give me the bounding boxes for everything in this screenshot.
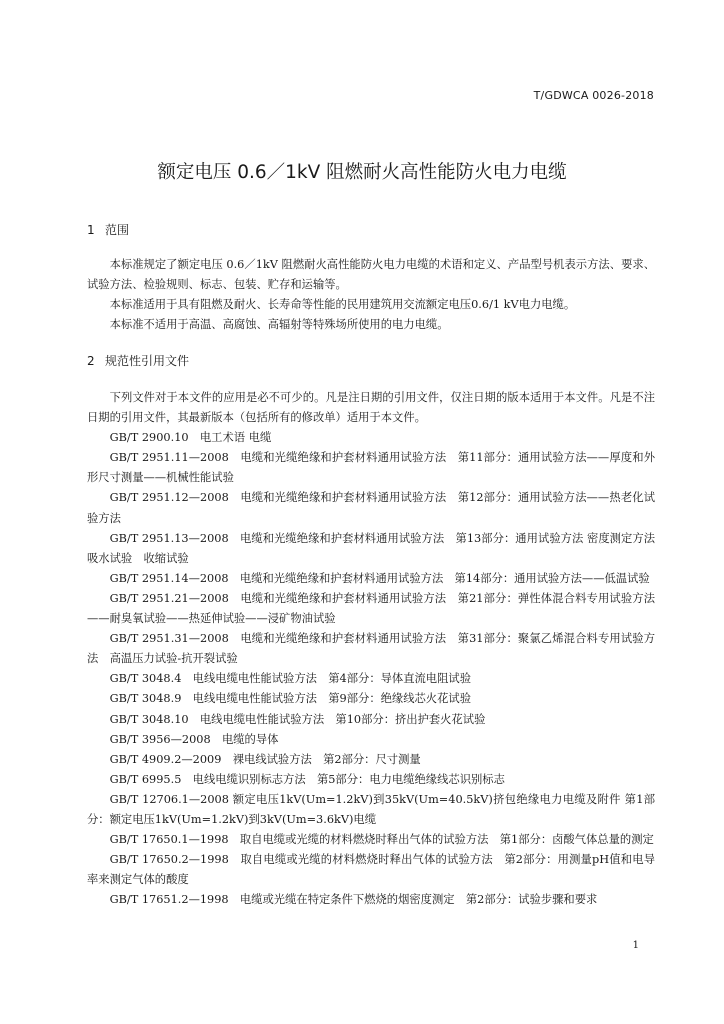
section-1-body [87,255,655,335]
scope-paragraph: 本标准不适用于高温、高腐蚀、高辐射等特殊场所使用的电力电缆。 [109,318,449,331]
reference-item: GB/T 4909.2—2009 裸电线试验方法 第2部分：尺寸测量 [109,752,421,766]
reference-item: GB/T 3956—2008 电缆的导体 [109,732,279,746]
section-2-body [87,388,667,910]
reference-item: GB/T 2951.12—2008 电缆和光缆绝缘和护套材料通用试验方法 第12部分：通用试验方法——热老化试验方法 [87,491,655,525]
reference-item: GB/T 3048.10 电线电缆电性能试验方法 第10部分：挤出护套火花试验 [109,712,486,726]
reference-item: GB/T 6995.5 电线电缆识别标志方法 第5部分：电力电缆绝缘线芯识别标志 [109,772,505,786]
section-2-title: 规范性引用文件 [105,354,190,368]
reference-item: GB/T 17650.1—1998 取自电缆或光缆的材料燃烧时释出气体的试验方法 第1部分：卤酸气体总量的测定 [109,833,654,847]
reference-item: GB/T 2900.10 电工术语 电缆 [109,431,272,445]
reference-item: GB/T 3048.4 电线电缆电性能试验方法 第4部分：导体直流电阻试验 [109,672,471,686]
document-title: 额定电压 0.6／1kV 阻燃耐火高性能防火电力电缆 [157,162,567,183]
section-2-heading [87,352,189,369]
section-1-heading [87,221,129,238]
reference-item: GB/T 17651.2—1998 电缆或光缆在特定条件下燃烧的烟密度测定 第2部分：试验步骤和要求 [109,893,598,907]
reference-item: GB/T 2951.14—2008 电缆和光缆绝缘和护套材料通用试验方法 第14部分：通用试验方法——低温试验 [109,571,650,585]
section-1-title: 范围 [105,223,130,237]
section-2-number: 2 [87,354,95,368]
references-intro: 下列文件对于本文件的应用是必不可少的。凡是注日期的引用文件，仅注日期的版本适用于本文件。凡是不注日期的引用文件，其最新版本（包括所有的修改单）适用于本文件。 [87,391,655,425]
scope-paragraph: 本标准适用于具有阻燃及耐火、长寿命等性能的民用建筑用交流额定电压0.6/1 kV电力电缆。 [109,298,576,311]
scope-paragraph: 本标准规定了额定电压 0.6／1kV 阻燃耐火高性能防火电力电缆的术语和定义、产品型号机表示方法、要求、试验方法、检验规则、标志、包装、贮存和运输等。 [87,258,655,291]
section-1-number: 1 [87,223,95,237]
reference-item: GB/T 17650.2—1998 取自电缆或光缆的材料燃烧时释出气体的试验方法 第2部分：用测量pH值和电导率来测定气体的酸度 [87,853,655,887]
page-number: 1 [632,940,639,951]
reference-item: GB/T 2951.13—2008 电缆和光缆绝缘和护套材料通用试验方法 第13部分：通用试验方法 密度测定方法 吸水试验 收缩试验 [87,531,667,565]
reference-item: GB/T 3048.9 电线电缆电性能试验方法 第9部分：绝缘线芯火花试验 [109,692,471,706]
reference-item: GB/T 2951.21—2008 电缆和光缆绝缘和护套材料通用试验方法 第21部分：弹性体混合料专用试验方法——耐臭氧试验——热延伸试验——浸矿物油试验 [87,591,655,626]
reference-item: GB/T 2951.31—2008 电缆和光缆绝缘和护套材料通用试验方法 第31部分：聚氯乙烯混合料专用试验方法 高温压力试验-抗开裂试验 [87,632,655,666]
reference-item: GB/T 2951.11—2008 电缆和光缆绝缘和护套材料通用试验方法 第11部分：通用试验方法——厚度和外形尺寸测量——机械性能试验 [87,451,655,485]
reference-item: GB/T 12706.1—2008 额定电压1kV(Um=1.2kV)到35kV(Um=40.5kV)挤包绝缘电力电缆及附件 第1部分：额定电压1kV(Um=1.2kV)到3kV(Um=3.6kV)电缆 [87,792,655,826]
document-id: T/GDWCA 0026-2018 [533,89,654,102]
